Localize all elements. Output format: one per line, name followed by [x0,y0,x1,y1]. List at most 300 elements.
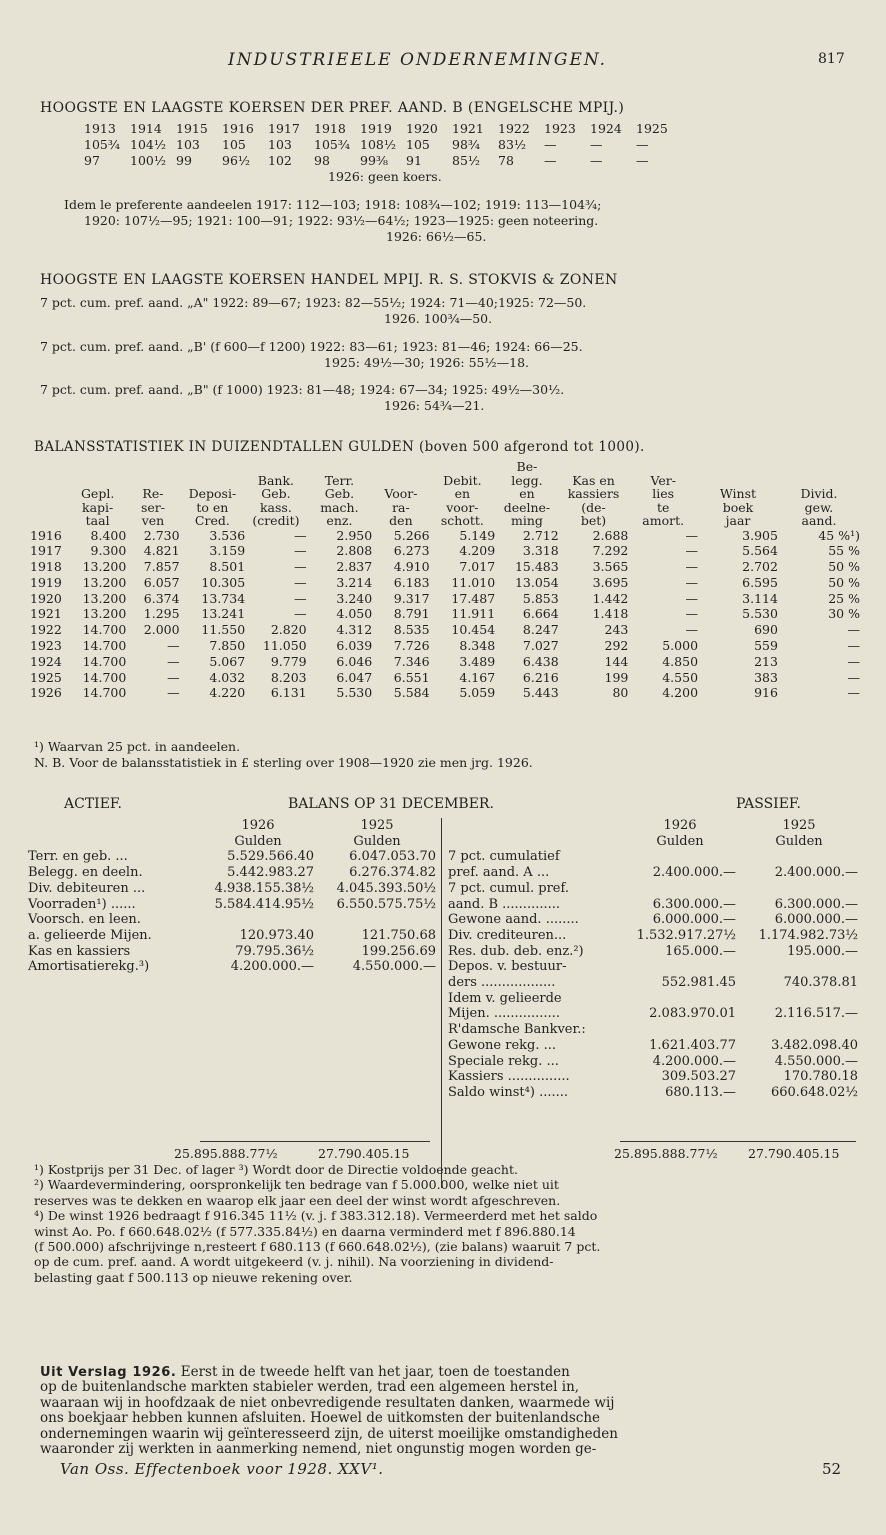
stat-header-cell: Geb. [261,486,291,501]
actief-row [26,912,438,928]
stat-cell: 5.443 [522,685,559,701]
passief-label: Res. dub. deb. enz.²) [448,943,584,959]
stat-cell: 8.535 [393,622,430,638]
stat-cell: 3.159 [209,543,246,559]
stat-cell: 4.209 [459,543,496,559]
stat-cell: 383 [754,669,778,685]
stat-cell: 55 % [828,543,860,559]
passief-label: Gewone rekg. ... [448,1037,556,1053]
koersen-b-high-cell: 83½ [498,137,527,152]
stat-cell: 6.183 [393,574,430,590]
stat-cell: 4.220 [209,685,246,701]
passief-total-1926: 25.895.888.77½ [614,1146,718,1161]
actief-label: Voorraden¹) ...... [28,896,136,912]
actief-label: Div. debiteuren ... [28,880,146,896]
stat-row [30,559,860,575]
stat-cell: 6.551 [393,669,430,685]
koersen-b-years [84,121,682,136]
passief-1925: 195.000.— [787,943,858,959]
passief-label: 7 pct. cumulatief [448,849,560,865]
actief-label: Kas en kassiers [28,943,131,959]
koersen-b-years-cell: 1917 [268,121,300,136]
stat-cell: 7.346 [393,653,430,669]
stat-cell: — [294,574,307,590]
stat-cell: 3.489 [459,653,496,669]
stat-cell: 1.418 [592,606,629,622]
passief-row [446,1022,860,1038]
stat-header-cell [30,474,69,488]
koersen-b-years-cell: 1924 [590,121,622,136]
stat-row [30,575,860,591]
stat-header-cell: Debit. [443,472,482,488]
stat-cell: 6.131 [270,685,307,701]
stat-cell: — [685,559,699,575]
stat-cell: 6.374 [143,590,180,606]
actief-1925: 199.256.69 [361,943,436,959]
stat-year: 1919 [30,574,62,590]
passief-1926 [622,849,738,865]
actief-table [26,818,438,975]
koersen-b-high-cell: — [590,137,603,152]
passief-label: Mijen. ................ [448,1006,560,1022]
stat-cell: 8.247 [522,622,559,638]
stat-cell: 8.400 [90,527,127,543]
verslag-line: waaronder zij werkten in aanmerking nemend, niet ongunstig mogen worden ge- [40,1441,597,1458]
stat-cell: 8.501 [209,559,246,575]
koersen-b-years-cell: 1923 [544,121,576,136]
stat-header-cell: Winst [719,486,757,501]
stat-header-cell: den [389,513,413,528]
stat-row [30,638,860,654]
stat-header-cell: en [454,486,471,501]
passief-row [446,959,860,975]
stat-year: 1922 [30,622,62,638]
balans-footnote-line: op de cum. pref. aand. A wordt uitgekeerd (v. j. nihil). Na voorziening in dividend- [34,1254,554,1270]
passief-table [446,818,860,1101]
stat-row [30,685,860,701]
stat-year: 1916 [30,527,62,543]
stat-header-cell [180,460,246,474]
stat-header-cell: kassiers [567,486,620,501]
stat-cell: 10.454 [451,622,496,638]
koersen-b-high-cell: 108½ [360,137,396,152]
stat-cell: 5.067 [209,653,246,669]
passief-row [446,1006,860,1022]
passief-1926: 1.621.403.77 [649,1037,736,1053]
stat-cell: 6.047 [336,669,373,685]
footer-page: 52 [822,1460,842,1478]
stat-header-cell: Be- [516,459,538,474]
stat-cell: 4.550 [662,669,699,685]
stat-year: 1924 [30,653,62,669]
stat-header-cell: (de- [581,499,606,515]
stat-cell: — [685,574,699,590]
passief-1925: 660.648.02½ [770,1084,858,1100]
passief-row [446,1085,860,1101]
koersen-b-low-cell: 102 [268,153,292,168]
actief-row [26,865,438,881]
stat-cell: 292 [604,638,629,654]
stat-cell: 8.203 [270,669,307,685]
stat-cell: 4.910 [393,559,430,575]
actief-label: Voorsch. en leen. [28,912,141,928]
stat-cell: 7.292 [592,543,629,559]
stat-cell: 144 [604,653,629,669]
koersen-b-low-cell: 85½ [452,153,481,168]
stat-cell: 2.688 [592,527,629,543]
stat-cell: 13.241 [201,606,246,622]
stat-year: 1918 [30,559,62,575]
stat-cell: 3.536 [209,527,246,543]
stat-cell: 9.779 [270,653,307,669]
stat-header-cell [628,460,698,474]
stat-cell: 4.821 [143,543,180,559]
koersen-b-low [84,153,682,168]
passief-1926 [622,881,738,897]
koersen-b-high-cell: 103 [268,137,292,152]
stat-cell: — [847,622,860,638]
actief-1925: 6.550.575.75½ [336,896,436,912]
actief-year-b: 1925 [360,818,394,833]
koersen-b-high-cell: 105 [406,137,430,152]
stat-cell: 13.200 [82,574,127,590]
stat-header-row [30,514,860,528]
passief-label: Saldo winst⁴) ....... [448,1084,568,1100]
passief-row [446,991,860,1007]
stat-cell: 4.167 [459,669,496,685]
stat-year: 1926 [30,685,62,701]
actief-1926: 120.973.40 [239,927,314,943]
koersen-b-low-cell: 96½ [222,153,251,168]
passief-1925 [738,959,860,975]
actief-1925: 6.276.374.82 [349,865,436,881]
stat-header-cell [307,460,373,474]
balans-divider [441,818,442,1188]
stat-cell: 80 [612,685,629,701]
stat-cell: 7.850 [209,638,246,654]
balans-footnote-line: ⁴) De winst 1926 bedraagt f 916.345 11½ (v. j. f 383.312.18). Vermeerderd met het saldo [34,1208,598,1224]
passief-1926 [622,1022,738,1038]
koersen-b-low-cell: — [636,153,649,168]
actief-label: Terr. en geb. ... [28,849,128,865]
passief-row [446,944,860,960]
stat-cell: 6.057 [143,574,180,590]
passief-1925: 4.550.000.— [774,1053,858,1069]
verslag-line: op de buitenlandsche markten stabieler werden, trad een algemeen herstel in, [40,1379,580,1396]
page-number: 817 [818,51,845,67]
passief-label: Gewone aand. ........ [448,912,579,928]
koersen-b-years-cell: 1925 [636,121,668,136]
stat-cell: 3.565 [592,559,629,575]
stat-cell: — [847,685,860,701]
stat-cell: 4.050 [336,606,373,622]
passief-row [446,1054,860,1070]
stat-cell: 2.000 [143,622,180,638]
passief-label: pref. aand. A ... [448,865,550,881]
stat-cell: 5.530 [742,606,778,622]
stat-header-cell: kass. [259,499,292,515]
stat-header-row [30,460,860,474]
stat-row [30,528,860,544]
passief-1925: 6.000.000.— [774,912,858,928]
stat-cell: 6.273 [393,543,430,559]
stat-cell: 30 % [828,606,860,622]
stat-cell: 916 [754,685,778,701]
passief-1925: 3.482.098.40 [771,1037,858,1053]
koersen-b-years-cell: 1922 [498,121,530,136]
stokvis-b-line: 7 pct. cum. pref. aand. „B' (f 600—f 1200) 1922: 83—61; 1923: 81—46; 1924: 66—25. [40,339,583,354]
stat-cell: 559 [754,638,778,654]
stat-year: 1925 [30,669,62,685]
section-stokvis-title: HOOGSTE EN LAAGSTE KOERSEN HANDEL MPIJ. R. S. STOKVIS & ZONEN [40,272,618,288]
actief-year-a: 1926 [241,818,275,833]
passief-row [446,912,860,928]
actief-1926: 5.442.983.27 [227,865,314,881]
stat-header-cell: boek [722,499,754,515]
stat-header-cell [559,460,629,474]
stat-header-cell: Re- [142,486,164,501]
stat-cell: — [294,606,307,622]
stat-cell: — [685,590,699,606]
stat-cell: 13.054 [514,574,559,590]
stat-header-cell: en [519,486,535,501]
verslag-line: waaraan wij in hoofdzaak de niet onbevredigende resultaten danken, waarmede wij [40,1394,615,1411]
stat-cell: 3.214 [336,574,373,590]
passief-row [446,928,860,944]
running-title: INDUSTRIEELE ONDERNEMINGEN. [228,50,608,70]
stat-cell: — [847,653,860,669]
stat-cell: 25 % [828,590,860,606]
stat-cell: 5.059 [459,685,496,701]
passief-label: aand. B .............. [448,896,560,912]
stokvis-c-line-2: 1926: 54¾—21. [384,398,485,413]
stat-header-cell [245,460,306,474]
koersen-b-high-cell: 98¾ [452,137,481,152]
koersen-b-years-cell: 1915 [176,121,208,136]
stat-header-cell: enz. [326,513,353,528]
stat-header-cell [430,460,496,474]
stat-cell: — [167,669,180,685]
passief-label: 7 pct. cumul. pref. [448,880,569,896]
stat-cell: 2.808 [336,543,373,559]
stat-cell: 6.664 [522,606,559,622]
stat-cell: 5.853 [522,590,559,606]
stat-row [30,622,860,638]
koersen-b-low-cell: 91 [406,153,422,168]
stat-cell: 4.032 [209,669,246,685]
stat-cell: 15.483 [514,559,559,575]
stat-header-cell: ven [141,513,165,528]
stat-cell: 5.564 [742,543,778,559]
balans-footnote-line: belasting gaat f 500.113 op nieuwe rekening over. [34,1269,353,1285]
stat-header-cell: deelne- [503,499,551,515]
stat-header-row [30,487,860,501]
passief-year-a: 1926 [663,818,697,833]
actief-1926 [200,912,316,928]
balans-footnote-line: reserves was te dekken en waarop elk jaar een deel der winst wordt afgeschreven. [34,1192,561,1208]
balans-footnote-line: ²) Waardevermindering, oorspronkelijk ten bedrage van f 5.000.000, welke niet uit [34,1177,559,1193]
passief-1926: 680.113.— [665,1084,736,1100]
stat-cell: 13.200 [82,590,127,606]
stat-cell: 1.442 [592,590,629,606]
stat-row [30,654,860,670]
stat-cell: 3.240 [336,590,373,606]
passief-1926 [622,959,738,975]
passief-unit-b: Gulden [775,833,823,849]
stat-row [30,543,860,559]
actief-row [26,849,438,865]
verslag-label: Uit Verslag 1926. [40,1365,177,1380]
stat-cell: 4.850 [662,653,699,669]
koersen-b-low-cell: 97 [84,153,100,168]
stat-header-cell [126,460,179,474]
koersen-b-high-cell: 105¾ [84,137,120,152]
passief-row [446,881,860,897]
stat-year: 1921 [30,606,62,622]
stat-header-cell: Ver- [650,472,676,488]
stat-header-cell [30,514,69,528]
passief-row [446,865,860,881]
stat-cell: 10.305 [201,574,246,590]
stat-cell: 9.317 [393,590,430,606]
actief-1926: 79.795.36½ [235,943,314,959]
balans-footnotes [34,1162,864,1285]
stat-cell: 3.114 [742,590,778,606]
stat-cell: 6.039 [336,638,373,654]
passief-1925 [738,849,860,865]
stat-header-cell: Deposi- [188,486,237,501]
stat-cell: 7.726 [393,638,430,654]
stat-header-cell: lies [652,486,675,501]
stat-nb: N. B. Voor de balansstatistiek in £ sterling over 1908—1920 zie men jrg. 1926. [34,755,533,770]
stat-cell: 243 [604,622,629,638]
stat-cell: — [294,543,307,559]
stat-cell: 14.700 [82,622,127,638]
stat-header-cell [372,474,429,488]
stat-cell: 7.017 [459,559,496,575]
passief-1925 [738,1022,860,1038]
koersen-b-low-cell: 100½ [130,153,166,168]
stat-cell: 5.530 [336,685,373,701]
stat-cell: 11.550 [201,622,246,638]
stat-header-cell [180,474,246,488]
stat-header-cell: Gepl. [80,486,115,501]
stat-header-cell [778,474,860,488]
stat-header-cell: Geb. [324,486,355,501]
stat-cell: 6.046 [336,653,373,669]
stat-year: 1917 [30,543,62,559]
stat-cell: 5.266 [393,527,430,543]
stat-cell: — [294,527,307,543]
stat-header-cell: te [656,499,670,515]
stat-cell: 5.149 [459,527,496,543]
stat-cell: 213 [754,653,778,669]
stat-cell: 50 % [828,559,860,575]
passief-row [446,849,860,865]
stat-cell: 2.820 [270,622,307,638]
passief-1925: 170.780.18 [783,1069,858,1085]
stat-cell: 14.700 [82,669,127,685]
stat-cell: 7.857 [143,559,180,575]
verslag-block [40,1365,866,1457]
actief-total-rule [200,1141,430,1142]
koersen-b-note: 1926: geen koers. [328,169,442,184]
stat-header-cell: taal [85,513,110,528]
stat-header-cell: Cred. [194,513,230,528]
stat-cell: 5.584 [393,685,430,701]
stat-header-cell: Kas en [572,472,615,488]
stat-cell: 8.348 [459,638,496,654]
stokvis-a-line: 7 pct. cum. pref. aand. „A" 1922: 89—67; 1923: 82—55½; 1924: 71—40;1925: 72—50. [40,295,587,310]
koersen-b-low-cell: — [544,153,557,168]
passief-label: Div. crediteuren... [448,927,567,943]
stat-header-cell [698,460,778,474]
actief-1925: 121.750.68 [361,927,436,943]
stat-header-cell: bet) [580,513,607,528]
stat-cell: 199 [604,669,629,685]
stat-cell: 4.200 [662,685,699,701]
passief-label: Depos. v. bestuur- [448,959,567,975]
actief-1925: 4.045.393.50½ [336,880,436,896]
actief-row [26,928,438,944]
passief-1926: 1.532.917.27½ [636,927,736,943]
actief-1926: 4.200.000.— [230,959,314,975]
stat-cell: 2.950 [336,527,373,543]
actief-unit-b: Gulden [353,833,401,849]
koersen-b-low-cell: — [590,153,603,168]
stat-cell: 6.438 [522,653,559,669]
passief-1926: 165.000.— [665,943,736,959]
stat-header-cell [778,460,860,474]
passief-label: Kassiers ............... [448,1069,570,1085]
actief-unit-a: Gulden [234,833,282,849]
actief-total-1926: 25.895.888.77½ [174,1146,278,1161]
stat-row [30,606,860,622]
stat-header-cell [372,460,429,474]
idem-line-1: Idem le preferente aandeelen 1917: 112—103; 1918: 108¾—102; 1919: 113—104¾; [64,197,602,212]
passief-1925 [738,881,860,897]
stokvis-b-line-2: 1925: 49½—30; 1926: 55½—18. [324,355,530,370]
stat-header-cell [69,460,126,474]
passief-row [446,1038,860,1054]
stat-cell: 4.312 [336,622,373,638]
passief-1925 [738,991,860,1007]
stat-cell: — [847,638,860,654]
stat-header-cell: (credit) [252,513,300,528]
stat-cell: 6.595 [742,574,778,590]
actief-1925: 4.550.000.— [352,959,436,975]
stat-cell: 2.837 [336,559,373,575]
koersen-b-high-cell: 103 [176,137,200,152]
balans-footnote-line: ¹) Kostprijs per 31 Dec. of lager ³) Wordt door de Directie voldoende geacht. [34,1162,518,1177]
passief-1926: 4.200.000.— [652,1053,736,1069]
stat-cell: — [294,590,307,606]
stat-header-cell: gew. [804,499,834,515]
stat-header-cell [698,474,778,488]
stat-header-cell: ser- [140,499,165,515]
footer-source: Van Oss. Effectenboek voor 1928. XXV¹. [60,1460,384,1478]
passief-unit-a: Gulden [656,833,704,849]
verslag-line: ondernemingen waarin wij geïnteresseerd zijn, de uiterst moeilijke omstandigheden [40,1425,618,1442]
stat-header-row [30,474,860,488]
koersen-b-years-cell: 1913 [84,121,116,136]
stat-header-row [30,501,860,515]
stat-header-cell [30,460,69,474]
stat-header-cell: kapi- [82,499,114,515]
verslag-line: ons boekjaar hebben kunnen afsluiten. Hoewel de uitkomsten der buitenlandsche [40,1410,601,1427]
stat-header-cell: Divid. [800,486,838,501]
stat-cell: — [294,559,307,575]
